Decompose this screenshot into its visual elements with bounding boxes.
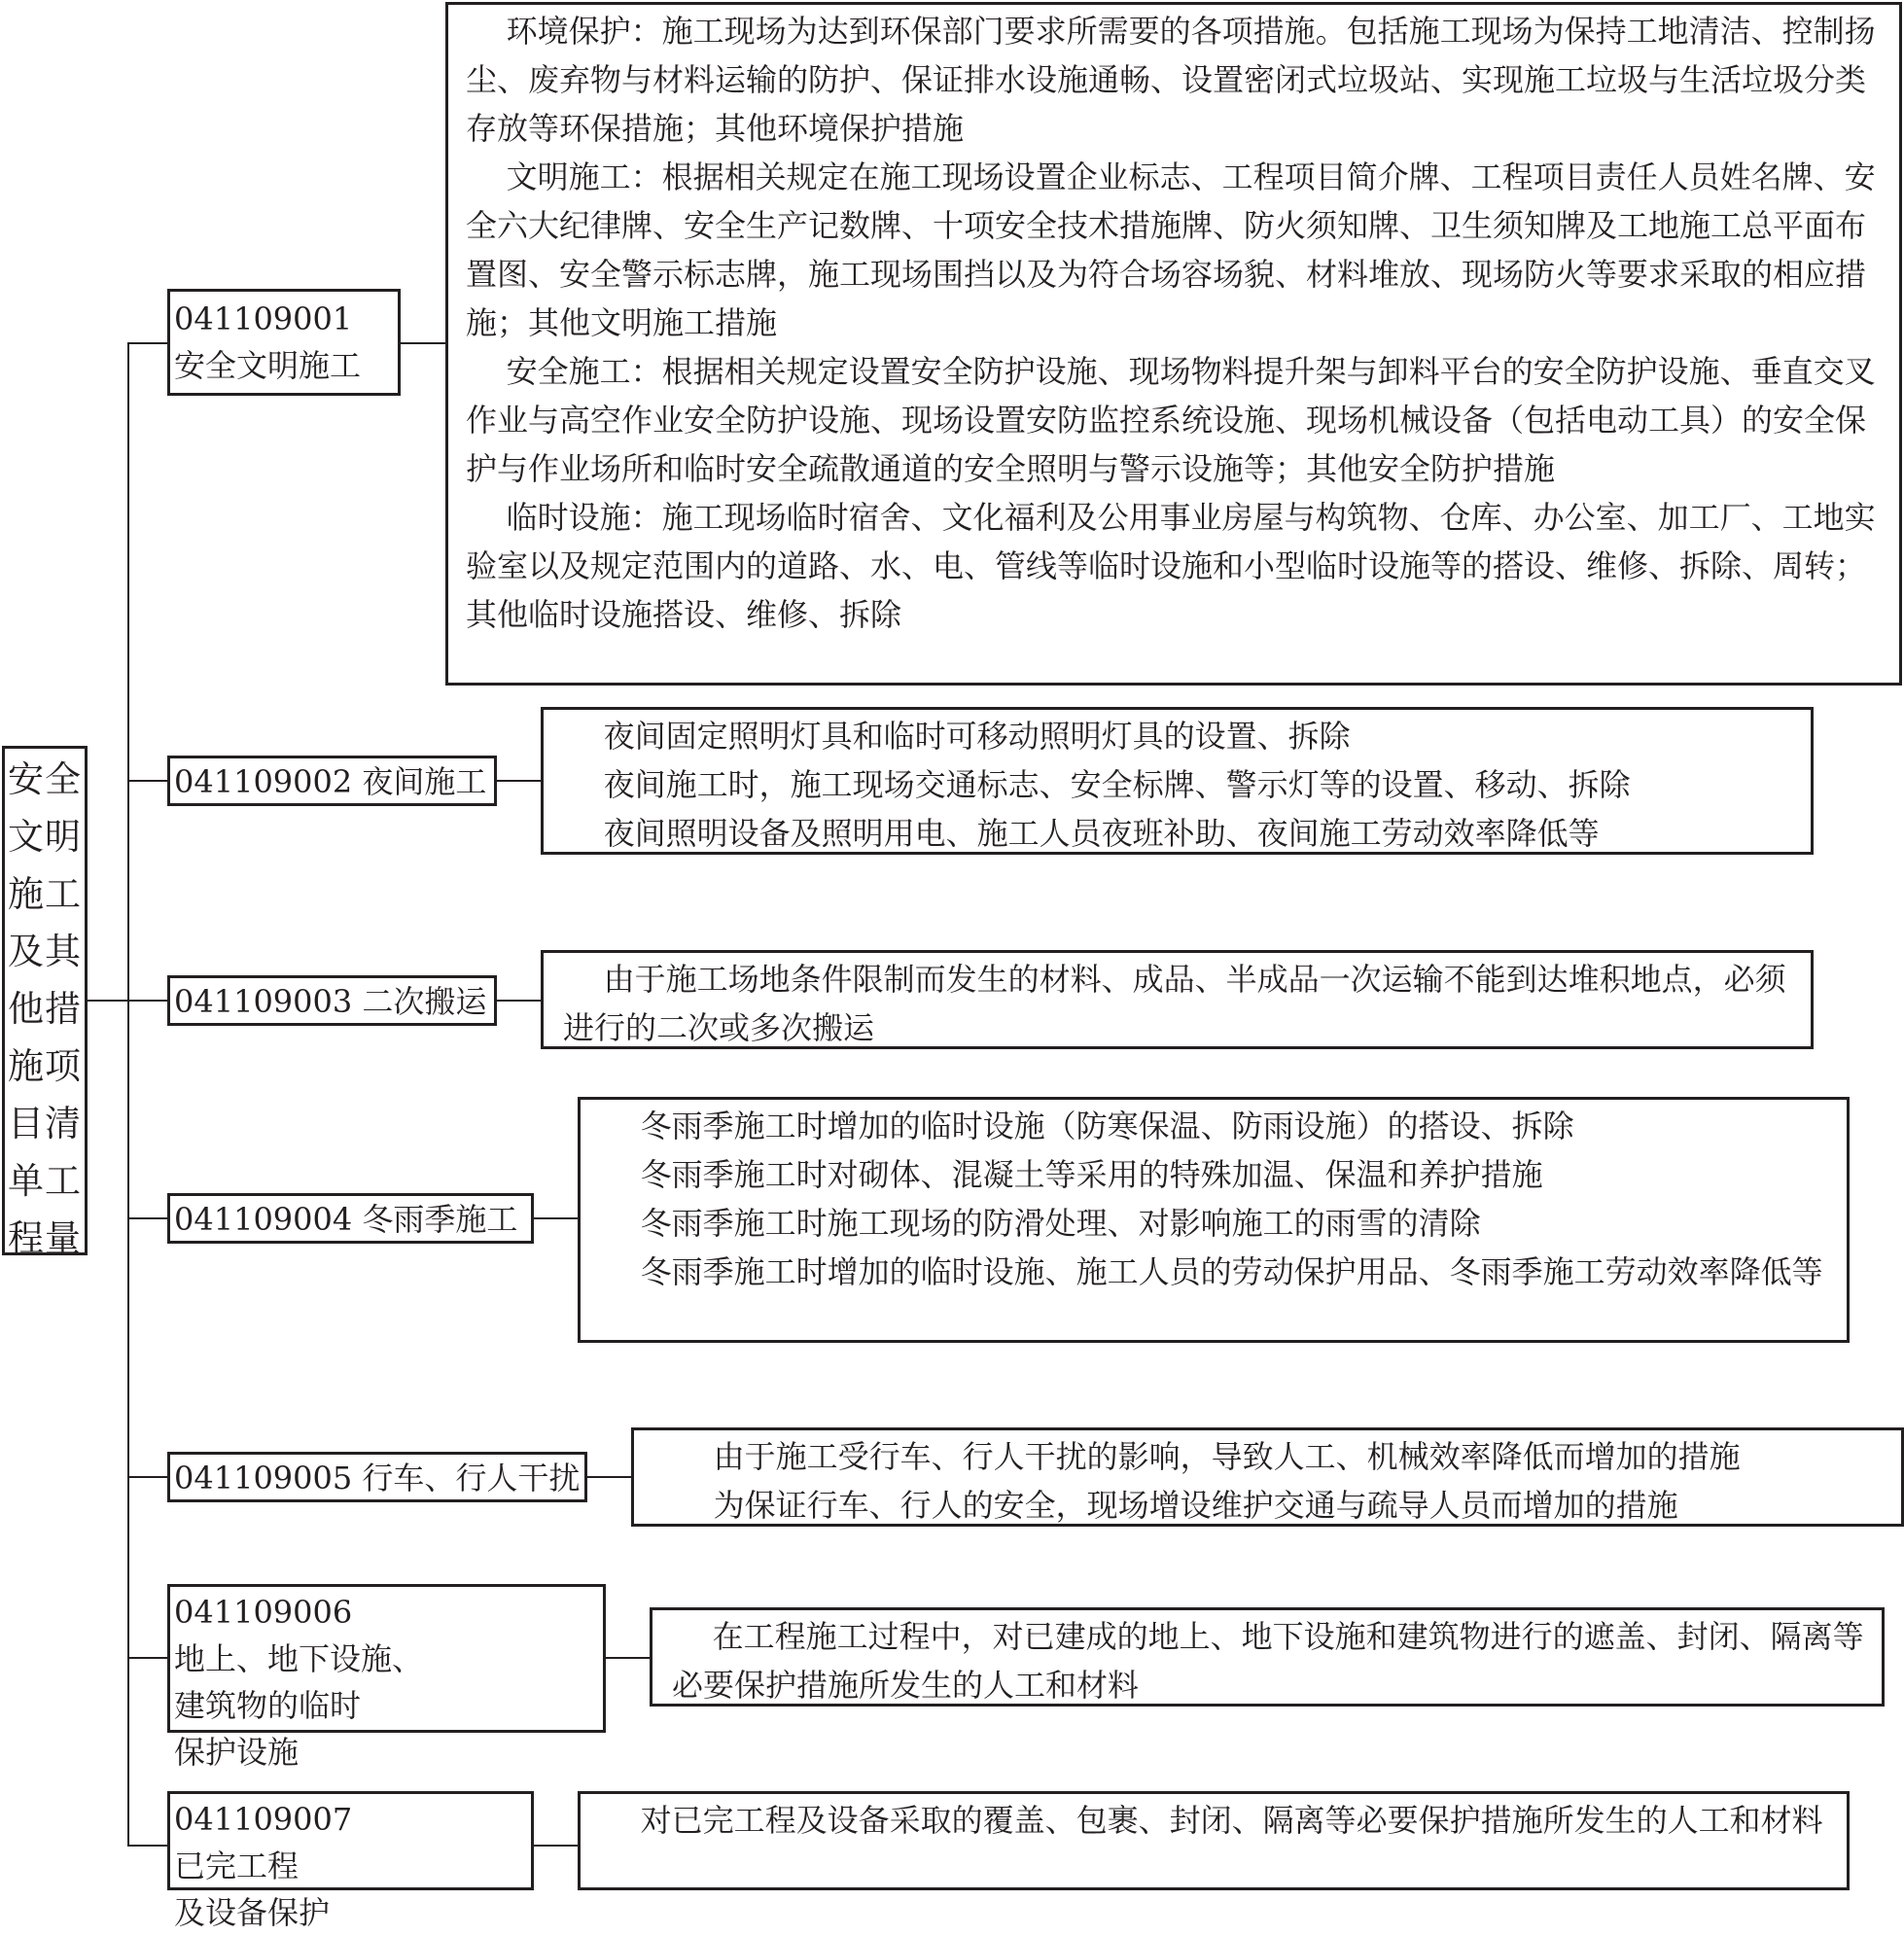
desc-4-para-4: 冬雨季施工时增加的临时设施、施工人员的劳动保护用品、冬雨季施工劳动效率降低等: [640, 1253, 1823, 1290]
desc-1-para-4: 临时设施：施工现场临时宿舍、文化福利及公用事业房屋与构筑物、仓库、办公室、加工厂、工地实验室以及规定范围内的道路、水、电、管线等临时设施和小型临时设施等的搭设、维修、拆除、周转；其他临时设施搭设、维修、拆除: [466, 499, 1876, 633]
code-node-7-code: 041109007: [174, 1801, 353, 1838]
connector-trunk: [127, 342, 129, 1847]
connector-code-1-to-desc: [400, 342, 446, 344]
code-node-2: [167, 756, 497, 806]
desc-2-para-1: 夜间固定照明灯具和临时可移动照明灯具的设置、拆除: [603, 718, 1351, 755]
desc-node-6: [650, 1607, 1885, 1707]
desc-node-5: [631, 1427, 1904, 1527]
connector-code-7-to-desc: [533, 1845, 579, 1847]
desc-2-para-2: 夜间施工时，施工现场交通标志、安全标牌、警示灯等的设置、移动、拆除: [603, 766, 1631, 803]
connector-code-4-to-desc: [533, 1217, 579, 1219]
code-node-7-name-line-1: 已完工程: [174, 1848, 300, 1884]
desc-1-para-1: 环境保护：施工现场为达到环保部门要求所需要的各项措施。包括施工现场为保持工地清洁、控制扬尘、废弃物与材料运输的防护、保证排水设施通畅、设置密闭式垃圾站、实现施工垃圾与生活垃圾分类存放等环保措施；其他环境保护措施: [466, 13, 1876, 147]
root-label-4: 及其: [8, 931, 82, 972]
desc-1-para-2: 文明施工：根据相关规定在施工现场设置企业标志、工程项目简介牌、工程项目责任人员姓名牌、安全六大纪律牌、安全生产记数牌、十项安全技术措施牌、防火须知牌、卫生须知牌及工地施工总平面布置图、安全警示标志牌，施工现场围挡以及为符合场容场貌、材料堆放、现场防火等要求采取的相应措施；其他文明施工措施: [466, 158, 1876, 341]
desc-3-para-1: 由于施工场地条件限制而发生的材料、成品、半成品一次运输不能到达堆积地点，必须进行的二次或多次搬运: [563, 961, 1786, 1046]
code-node-1-name: 安全文明施工: [174, 347, 362, 384]
root-label-7: 目清: [8, 1103, 82, 1144]
connector-code-5-to-desc: [586, 1476, 632, 1478]
connector-branch-2: [127, 780, 168, 782]
desc-node-2: [541, 707, 1814, 855]
code-node-7: [167, 1791, 534, 1931]
connector-code-3-to-desc: [496, 1000, 542, 1002]
connector-branch-3: [127, 1000, 168, 1002]
desc-node-1: [445, 2, 1902, 686]
code-node-6-code: 041109006: [174, 1594, 353, 1631]
code-node-2-name: 夜间施工: [362, 763, 487, 800]
root-label-3: 施工: [8, 873, 82, 915]
desc-6-para-1: 在工程施工过程中，对已建成的地上、地下设施和建筑物进行的遮盖、封闭、隔离等必要保护措施所发生的人工和材料: [672, 1618, 1864, 1704]
code-node-1: [167, 289, 401, 396]
code-node-3-name: 二次搬运: [362, 983, 487, 1020]
connector-code-6-to-desc: [605, 1657, 651, 1659]
code-node-5: [167, 1452, 587, 1502]
code-node-6-name-line-1: 地上、地下设施、: [174, 1640, 424, 1677]
root-label-2: 文明: [8, 816, 82, 858]
connector-root-to-trunk: [88, 1000, 128, 1002]
code-node-4-name: 冬雨季施工: [362, 1201, 518, 1238]
root-node: [2, 746, 88, 1259]
desc-node-3: [541, 950, 1814, 1049]
root-label-1: 安全: [8, 758, 82, 800]
code-node-5-code: 041109005: [174, 1460, 353, 1496]
code-node-1-code: 041109001: [174, 300, 353, 337]
code-node-7-name-line-2: 及设备保护: [174, 1894, 331, 1931]
code-node-4: [167, 1193, 534, 1244]
code-node-6: [167, 1584, 606, 1771]
desc-node-4: [578, 1097, 1850, 1343]
desc-5-para-1: 由于施工受行车、行人干扰的影响，导致人工、机械效率降低而增加的措施: [713, 1438, 1741, 1475]
desc-5-para-2: 为保证行车、行人的安全，现场增设维护交通与疏导人员而增加的措施: [713, 1487, 1678, 1524]
desc-2-para-3: 夜间照明设备及照明用电、施工人员夜班补助、夜间施工劳动效率降低等: [603, 815, 1600, 852]
code-node-4-code: 041109004: [174, 1201, 353, 1238]
root-label-6: 施项: [8, 1045, 82, 1087]
code-node-2-code: 041109002: [174, 763, 353, 800]
code-node-6-name-line-3: 保护设施: [174, 1734, 300, 1771]
connector-branch-6: [127, 1657, 168, 1659]
code-node-3: [167, 975, 497, 1026]
connector-branch-4: [127, 1217, 168, 1219]
desc-7-para-1: 对已完工程及设备采取的覆盖、包裹、封闭、隔离等必要保护措施所发生的人工和材料: [640, 1802, 1823, 1839]
root-label-5: 他措: [8, 988, 82, 1030]
root-label-8: 单工: [8, 1160, 82, 1202]
desc-node-7: [578, 1791, 1850, 1890]
connector-code-2-to-desc: [496, 780, 542, 782]
code-node-5-name: 行车、行人干扰: [362, 1460, 581, 1496]
desc-4-para-2: 冬雨季施工时对砌体、混凝土等采用的特殊加温、保温和养护措施: [640, 1156, 1543, 1193]
desc-1-para-3: 安全施工：根据相关规定设置安全防护设施、现场物料提升架与卸料平台的安全防护设施、垂直交叉作业与高空作业安全防护设施、现场设置安防监控系统设施、现场机械设备（包括电动工具）的安全保护与作业场所和临时安全疏散通道的安全照明与警示设施等；其他安全防护措施: [466, 353, 1876, 487]
root-label-9: 程量: [8, 1217, 82, 1259]
connector-branch-7: [127, 1845, 168, 1847]
connector-branch-1: [127, 342, 168, 344]
connector-branch-5: [127, 1476, 168, 1478]
code-node-6-name-line-2: 建筑物的临时: [174, 1687, 362, 1724]
desc-4-para-3: 冬雨季施工时施工现场的防滑处理、对影响施工的雨雪的清除: [640, 1205, 1481, 1242]
desc-4-para-1: 冬雨季施工时增加的临时设施（防寒保温、防雨设施）的搭设、拆除: [640, 1108, 1574, 1144]
code-node-3-code: 041109003: [174, 983, 353, 1020]
